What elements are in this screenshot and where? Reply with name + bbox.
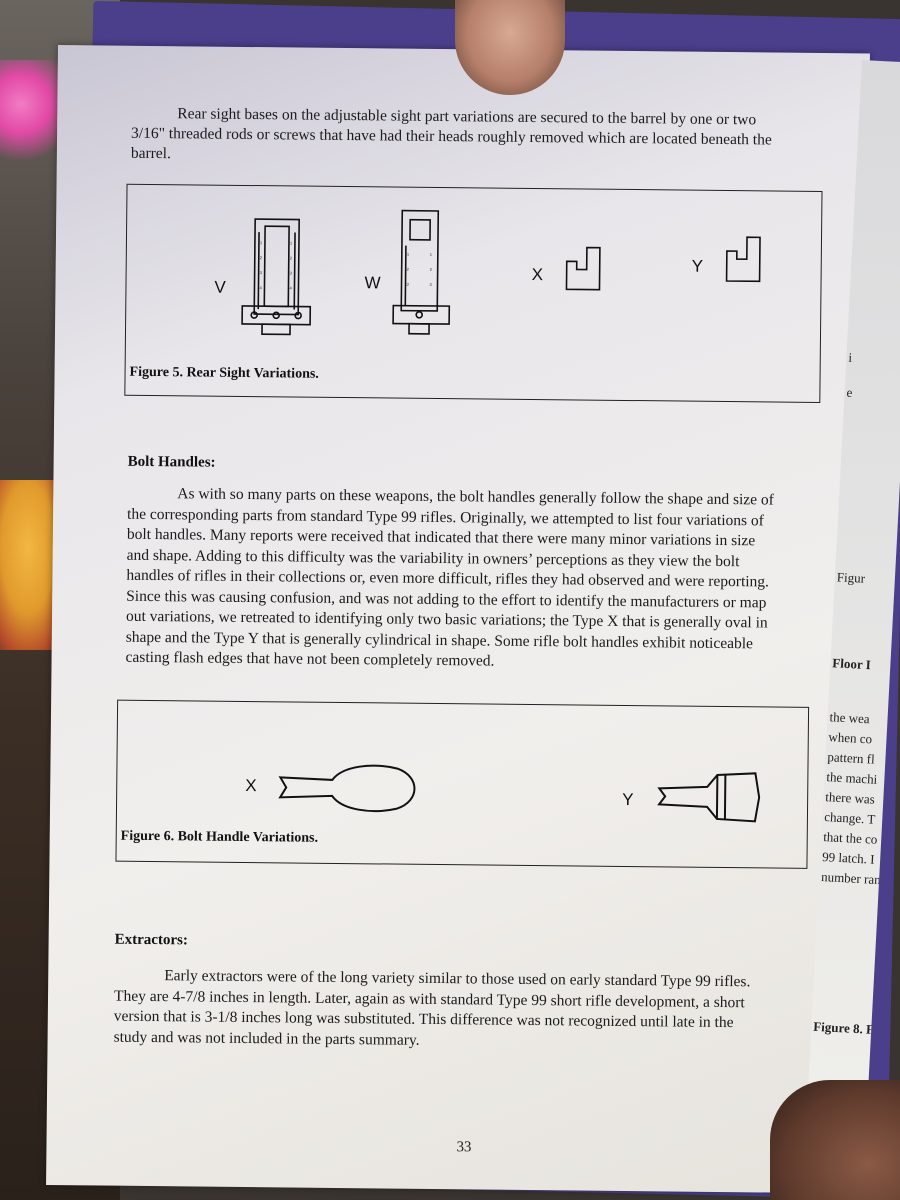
svg-text:2: 2: [429, 266, 432, 272]
facing-page-fragment: Floor I: [832, 655, 872, 673]
extractors-line-2: They are 4-7/8 inches in length. Later, again as with standard Type 99 short rifle development, a short: [113, 987, 745, 1011]
bolt-handles-line-6: Since this was causing confusion, and was not adding to the effort to identify the manufacturers or map: [126, 587, 767, 611]
facing-page-fragment: i: [848, 349, 853, 365]
extractors-line-3: version that is 3-1/8 inches long was substituted. This difference was not recognized until late in the: [113, 1007, 734, 1032]
svg-text:3: 3: [289, 270, 292, 276]
bolt-handle-y-drawing: [655, 766, 766, 827]
figure-5-box: [124, 184, 822, 403]
svg-text:1: 1: [429, 251, 433, 257]
svg-text:2: 2: [406, 266, 409, 272]
bolt-handles-line-8: shape and the Type Y that is generally cylindrical in shape. Some rifle bolt handles exhibit noticeable: [125, 628, 754, 652]
bolt-handles-line-9: casting flash edges that have not been completely removed.: [125, 648, 495, 670]
intro-line-1: Rear sight bases on the adjustable sight part variations are secured to the barrel by one or two: [177, 105, 757, 129]
rear-sight-y-drawing: [721, 231, 772, 292]
facing-page-fragment: Figur: [836, 569, 866, 586]
figure-6-label-x: X: [245, 776, 257, 796]
bolt-handle-x-drawing: [272, 757, 423, 819]
figure-5-caption: Figure 5. Rear Sight Variations.: [129, 364, 319, 382]
figure-6-caption: Figure 6. Bolt Handle Variations.: [120, 828, 319, 846]
facing-page-fragment: 99 latch. I: [821, 849, 875, 867]
facing-page-fragment: change. T: [823, 809, 876, 827]
facing-page-fragment: pattern fl: [827, 749, 876, 767]
rear-sight-v-drawing: [236, 214, 317, 345]
svg-text:1: 1: [406, 251, 410, 257]
page-number: 33: [456, 1139, 472, 1156]
svg-text:2: 2: [259, 255, 263, 261]
bolt-handles-line-2: the corresponding parts from standard Type 99 rifles. Originally, we attempted to list four variations of: [127, 505, 764, 529]
bolt-handles-paragraph: [125, 484, 817, 676]
figure-5-label-w: W: [364, 273, 381, 293]
facing-page-fragment: there was: [825, 789, 876, 807]
figure-5-label-x: X: [531, 264, 544, 285]
book-page: [46, 45, 873, 1193]
facing-page-fragment: the wea: [829, 709, 870, 727]
svg-text:3: 3: [259, 270, 262, 276]
facing-page-fragment: Figure 8. Floor: [812, 1018, 897, 1039]
facing-page-fragment: the machi: [826, 769, 878, 787]
extractors-line-4: study and was not included in the parts summary.: [113, 1028, 420, 1049]
svg-text:4: 4: [259, 285, 262, 291]
bolt-handles-line-4: and shape. Adding to this difficulty was the variability in owners’ perceptions as they view the bolt: [126, 546, 740, 570]
intro-line-2: 3/16" threaded rods or screws that have had their heads roughly removed which are located beneath the: [130, 124, 772, 149]
extractors-heading: Extractors:: [114, 931, 189, 949]
svg-text:3: 3: [429, 281, 432, 287]
bolt-handles-line-5: handles of rifles in their collections or, even more difficult, rifles they had observed and were reporting.: [126, 566, 770, 591]
svg-text:4: 4: [289, 285, 292, 291]
intro-line-3: barrel.: [130, 144, 171, 163]
figure-6-label-y: Y: [622, 789, 634, 810]
rear-sight-x-drawing: [561, 239, 612, 300]
svg-text:2: 2: [289, 255, 293, 261]
extractors-line-1: Early extractors were of the long variety similar to those used on early standard Type 99 rifles.: [164, 967, 751, 991]
bolt-handles-heading: Bolt Handles:: [127, 453, 216, 471]
hand-bottom-right: [770, 1080, 900, 1200]
facing-page-fragment: number ran: [820, 868, 882, 888]
extractors-paragraph: [114, 966, 815, 1055]
figure-5-label-y: Y: [691, 256, 704, 276]
svg-text:1: 1: [289, 240, 293, 246]
bolt-handles-line-1: As with so many parts on these weapons, the bolt handles generally follow the shape and size of: [177, 485, 774, 509]
bolt-handles-line-7: out variations, we retreated to identifying only two basic variations; the Type X that is generally oval in: [125, 607, 768, 632]
rear-sight-w-drawing: [391, 206, 452, 347]
figure-5-label-v: V: [214, 277, 226, 297]
bolt-handles-line-3: bolt handles. Many reports were received that indicated that there were many minor variations in size: [126, 525, 756, 550]
facing-page-fragment: that the co: [822, 829, 878, 847]
svg-text:1: 1: [259, 240, 263, 246]
facing-page-fragment: e: [846, 384, 853, 400]
figure-6-box: [115, 700, 809, 869]
facing-page-fragment: when co: [828, 729, 873, 747]
svg-text:3: 3: [406, 281, 409, 287]
